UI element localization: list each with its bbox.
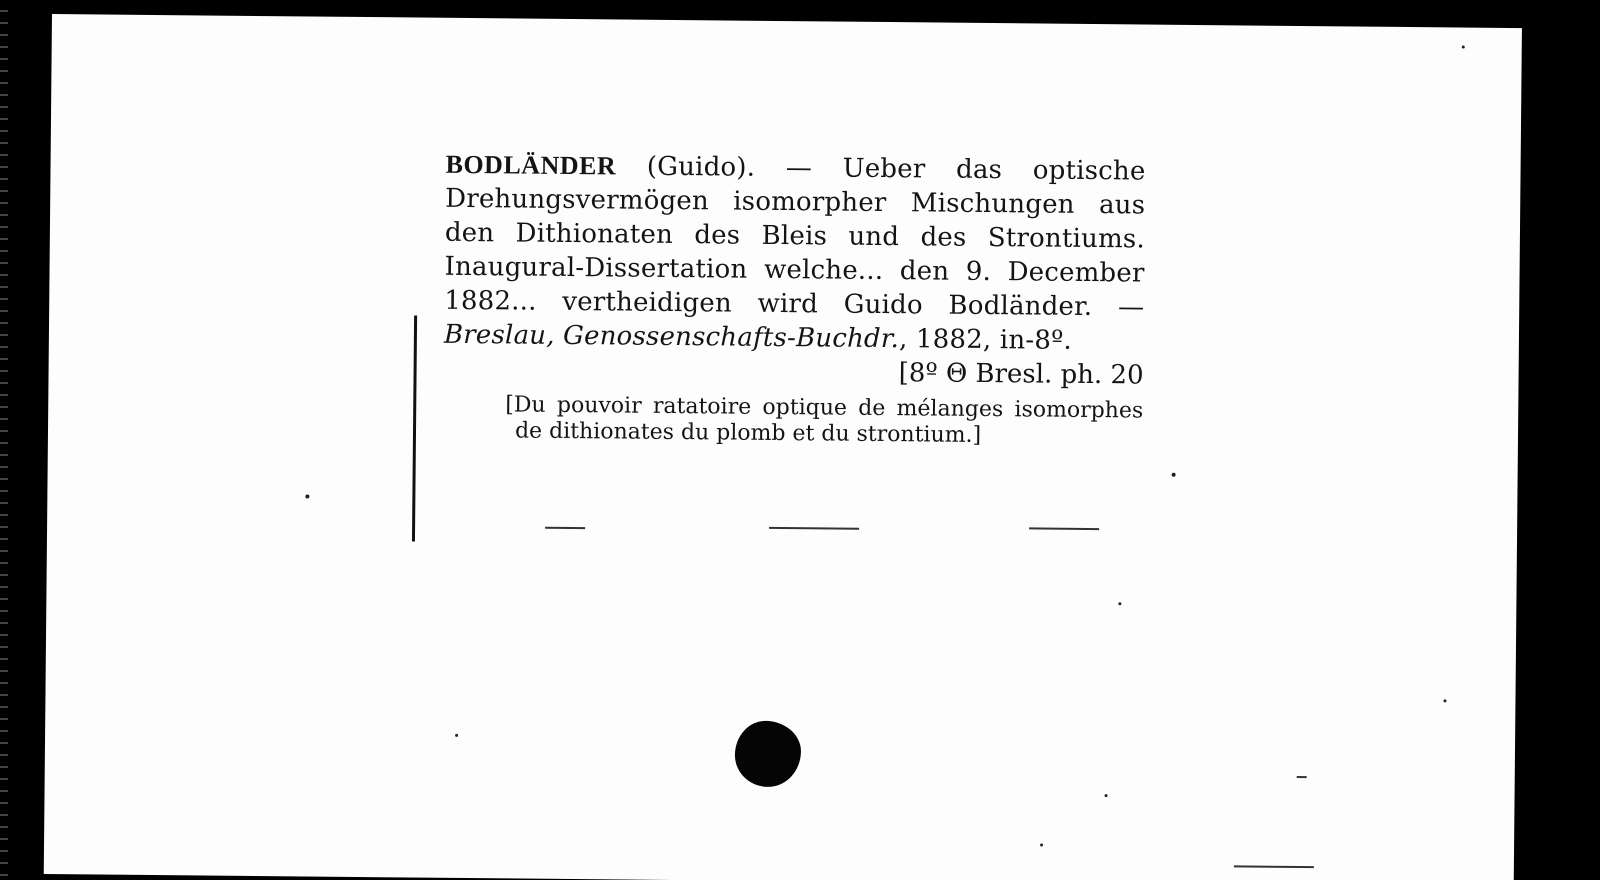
shelfmark: [8º Θ Bresl. ph. 20 — [898, 358, 1144, 391]
title-description: (Guido). — Ueber das optische Drehungsvermögen isomorpher Mischungen aus den Dithionaten des Bleis und des Strontiums. Inaugural-Dissertation welche... den 9. December 1882... vertheidigen wird Guido Bodländer. — — [444, 151, 1146, 323]
entry-text — [444, 148, 1146, 359]
mark — [545, 527, 585, 529]
speck — [305, 494, 309, 498]
place-of-publication: Breslau, — [443, 319, 555, 351]
scan-edge — [0, 0, 8, 880]
mark — [1029, 527, 1099, 530]
author-heading: BODLÄNDER — [445, 149, 617, 181]
catalog-card — [44, 14, 1522, 880]
punch-hole — [735, 721, 802, 788]
margin-rule — [412, 315, 417, 541]
publisher: Genossenschafts-Buchdr. — [562, 320, 900, 355]
mark — [1234, 865, 1314, 868]
speck — [1172, 473, 1176, 477]
speck — [1462, 46, 1465, 49]
speck — [455, 734, 458, 737]
french-translation: [Du pouvoir ratatoire optique de mélanges isomorphes de dithionates du plomb et du strontium.] — [505, 392, 1144, 448]
speck — [1105, 794, 1108, 797]
mark — [1297, 776, 1307, 778]
bibliographic-entry — [443, 148, 1146, 451]
speck — [1040, 844, 1043, 847]
speck — [1118, 602, 1121, 605]
speck — [1443, 699, 1446, 702]
mark — [769, 527, 859, 530]
imprint: , 1882, in-8º. — [898, 324, 1073, 356]
